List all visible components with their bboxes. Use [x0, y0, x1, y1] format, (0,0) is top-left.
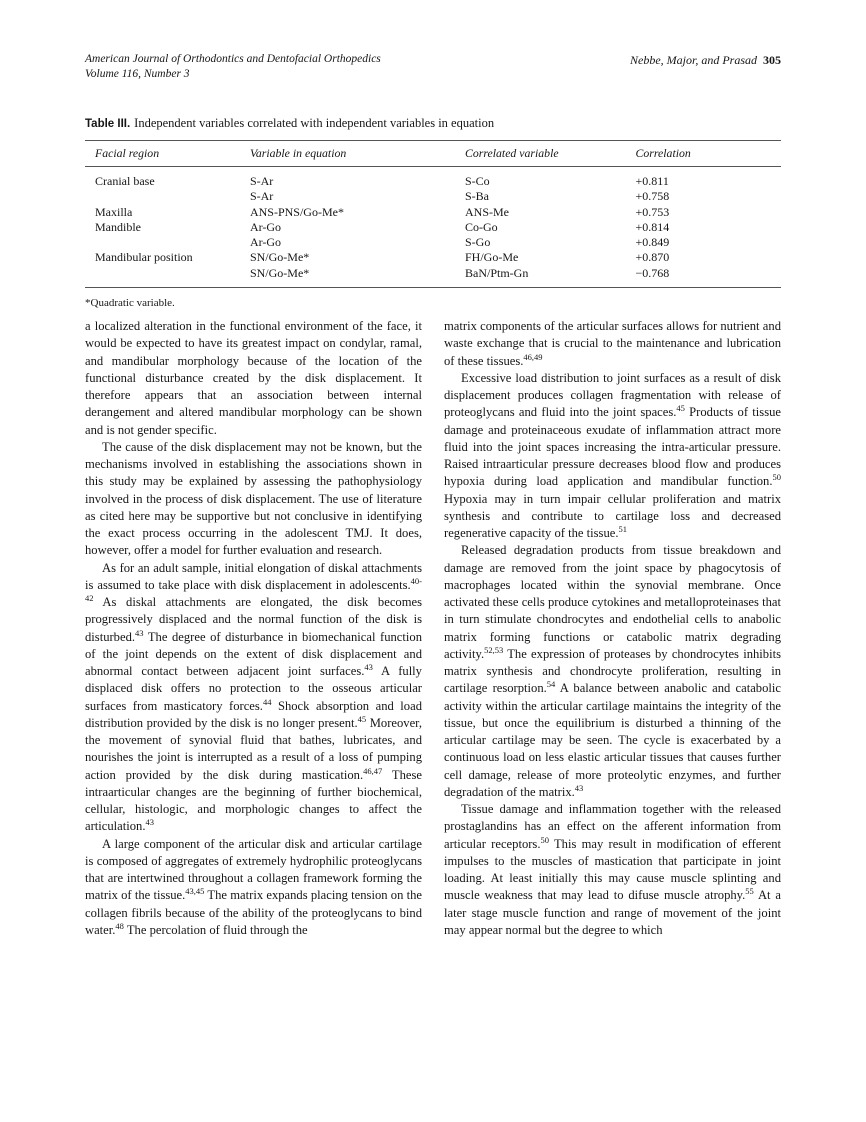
table-section: [85, 116, 781, 309]
table-cell: SN/Go-Me*: [249, 250, 310, 265]
table-cell: Mandible: [95, 219, 141, 234]
reference-superscript: 43: [145, 817, 154, 828]
table-cell: [85, 235, 250, 250]
body-paragraph: As for an adult sample, initial elongation of diskal attachments is assumed to take place with disk displacement in adolescents.$^{40-42}$ As diskal attachments are elongated, the disk becomes progressively displaced and the normal function of the disk is disturbed.$^{43}$ The degree of disturbance in biomechanical function of the joint depends on the extent of disk displacement and abnormal contact between adjacent joint surfaces.$^{43}$ A fully displaced disk offers no protection to the osseous articular surfaces from masticatory forces.$^{44}$ Shock absorption and load distribution provided by the disk is no longer present.$^{45}$ Moreover, the movement of synovial fluid that bathes, lubricates, and nourishes the joint is interrupted as a result of a loss of pumping action provided by the disk during mastication.$^{46,47}$ These intraarticular changes are the beginning of further biochemical, cellular, histologic, and morphologic changes to affect the articulation.$^{43}$: [85, 560, 422, 834]
table-row: [85, 266, 781, 288]
table-cell: S-Ar: [249, 189, 274, 204]
body-paragraph: Excessive load distribution to joint surfaces as a result of disk displacement produces collagen fragmentation with release of proteoglycans and fluid into the joint spaces.$^{45}$ Products of tissue damage and proteinaceous exudate of inflammation attract more fluid into the joint spaces increasing the intra-articular pressure. Raised intraarticular pressure decreases blood flow and produces hypoxia during load application and mandibular function.$^{50}$ Hypoxia may in turn impair cellular proliferation and matrix synthesis and contribute to cartilage loss and decreased regenerative capacity of the tissue.$^{51}$: [444, 370, 781, 540]
table-cell: S-Co: [465, 174, 490, 188]
table-cell: S-Go: [465, 235, 491, 250]
body-paragraph: a localized alteration in the functional environment of the face, it would be expected to have its greatest impact on condylar, ramal, and mandibular morphology because of the location of the functional disturbance created by the disk displacement. It therefore appears that an association between internal derangement and altered mandibular morphology can be shown and is not gender specific.: [85, 319, 422, 437]
body-paragraph: The cause of the disk displacement may not be known, but the mechanisms involved in establishing the associations shown in this study may be explained by assessing the pathophysiology involved in the process of disk displacement. The use of literature as cited here may be supportive but not conclusive in identifying the exact process occurring in the adolescent TMJ. It does, however, offer a model for further evaluation and research.: [85, 439, 422, 558]
article-body: [85, 318, 781, 939]
body-paragraph: Tissue damage and inflammation together with the released prostaglandins has an effect on the afferent information from articular receptors.$^{50}$ This may result in modification of efferent impulses to the muscles of mastication that participate in joint loading. At least initially this may cause muscle splinting and muscle weakness that may lead to difuse muscle atrophy.$^{55}$ At a later stage muscle function and range of movement of the joint may appear normal but the degree to which: [444, 802, 781, 937]
col-header-facial-region: Facial region: [85, 141, 250, 167]
reference-superscript: 55: [745, 886, 754, 897]
body-paragraph: matrix components of the articular surfaces allows for nutrient and waste exchange that is crucial to the maintenance and lubrication of these tissues.$^{46,49}$: [444, 319, 781, 368]
table-cell: [85, 266, 250, 288]
table-row: [85, 220, 781, 235]
table-row: [85, 189, 781, 204]
reference-superscript: 46,47: [363, 765, 383, 776]
table-label: Table III.: [85, 118, 131, 130]
table-cell: [85, 189, 250, 204]
table-cell: +0.814: [635, 219, 670, 234]
reference-superscript: 46,49: [523, 351, 543, 362]
table-row: [85, 167, 781, 190]
body-paragraph: A large component of the articular disk and articular cartilage is composed of aggregates of extremely hydrophilic proteoglycans that are intertwined throughout a collagen framework forming the matrix of the tissue.$^{43,45}$ The matrix expands placing tension on the collagen fibrils because of the ability of the proteoglycans to bind water.$^{48}$ The percolation of fluid through the: [85, 836, 422, 937]
table-cell: +0.758: [635, 189, 670, 204]
reference-superscript: 43,45: [185, 886, 205, 897]
table-cell: SN/Go-Me*: [249, 265, 310, 280]
table-cell: Maxilla: [95, 204, 133, 219]
reference-superscript: 43: [574, 782, 584, 793]
journal-volume: Volume 116, Number 3: [85, 67, 190, 80]
table-row: [85, 205, 781, 220]
table-footnote: *Quadratic variable.: [85, 297, 175, 310]
table-cell: Mandibular position: [95, 250, 193, 265]
table-caption-text: Independent variables correlated with independent variables in equation: [134, 116, 495, 130]
journal-title: American Journal of Orthodontics and Dentofacial Orthopedics: [85, 53, 381, 65]
table-cell: ANS-PNS/Go-Me*: [249, 204, 344, 219]
table-cell: +0.753: [635, 204, 670, 219]
table-header-row: [85, 141, 781, 167]
col-header-variable-in-equation: Variable in equation: [250, 141, 465, 167]
reference-superscript: 48: [115, 920, 124, 931]
journal-title-block: [85, 52, 381, 81]
reference-superscript: 50: [540, 834, 549, 845]
text-column-left: [85, 318, 422, 939]
authors-page-block: [630, 52, 781, 68]
body-paragraph: Released degradation products from tissue breakdown and damage are removed from the joint space by phagocytosis of macrophages located within the synovial membrane. Once activated these cells produce cytokines and metalloproteinases that in turn stimulate chondrocytes and endothelial cells to anabolic matrix forming functions or catabolic matrix degrading activity.$^{52,53}$ The expression of proteases by chondrocytes inhibits matrix synthesis and chondrocyte proliferation, resulting in cartilage resorption.$^{54}$ A balance between anabolic and catabolic activity within the articular cartilage maintains the integrity of the tissue, but once the equilibrium is disturbed a thinning of the articular cartilage may be seen. The cycle is exacerbated by a continuous load on less elastic articular tissues that causes further cell damage, release of more proteolytic enzymes, and further degradation of the matrix.$^{43}$: [444, 543, 781, 799]
page-number: 305: [763, 53, 781, 67]
table-row: [85, 250, 781, 265]
table-cell: +0.870: [635, 250, 670, 265]
reference-superscript: 52,53: [484, 644, 504, 655]
table-cell: FH/Go-Me: [465, 250, 519, 265]
table-cell: +0.811: [635, 174, 669, 188]
text-column-right: [444, 318, 781, 939]
table-cell: Co-Go: [465, 219, 498, 234]
table-cell: +0.849: [635, 235, 670, 250]
reference-superscript: 45: [357, 713, 367, 724]
table-cell: S-Ba: [465, 189, 489, 204]
table-cell: Ar-Go: [249, 235, 282, 250]
reference-superscript: 40-42: [85, 575, 422, 603]
running-authors: Nebbe, Major, and Prasad: [630, 53, 757, 67]
correlation-table: [85, 140, 781, 288]
col-header-correlation: Correlation: [636, 141, 781, 167]
reference-superscript: 43: [364, 661, 373, 672]
table-cell: BaN/Ptm-Gn: [465, 265, 529, 280]
table-cell: S-Ar: [249, 174, 274, 188]
col-header-correlated-variable: Correlated variable: [465, 141, 636, 167]
reference-superscript: 54: [546, 679, 556, 690]
table-row: [85, 235, 781, 250]
table-cell: −0.768: [635, 265, 670, 280]
reference-superscript: 45: [676, 403, 685, 414]
reference-superscript: 44: [262, 696, 272, 707]
reference-superscript: 43: [135, 627, 144, 638]
table-caption: [85, 116, 781, 131]
table-header: [85, 141, 781, 167]
table-cell: Ar-Go: [249, 219, 282, 234]
table-cell: Cranial base: [95, 174, 155, 188]
table-cell: ANS-Me: [465, 204, 509, 219]
table-body: [85, 167, 781, 288]
reference-superscript: 50: [772, 472, 781, 483]
running-head: [85, 52, 781, 81]
reference-superscript: 51: [618, 523, 627, 534]
